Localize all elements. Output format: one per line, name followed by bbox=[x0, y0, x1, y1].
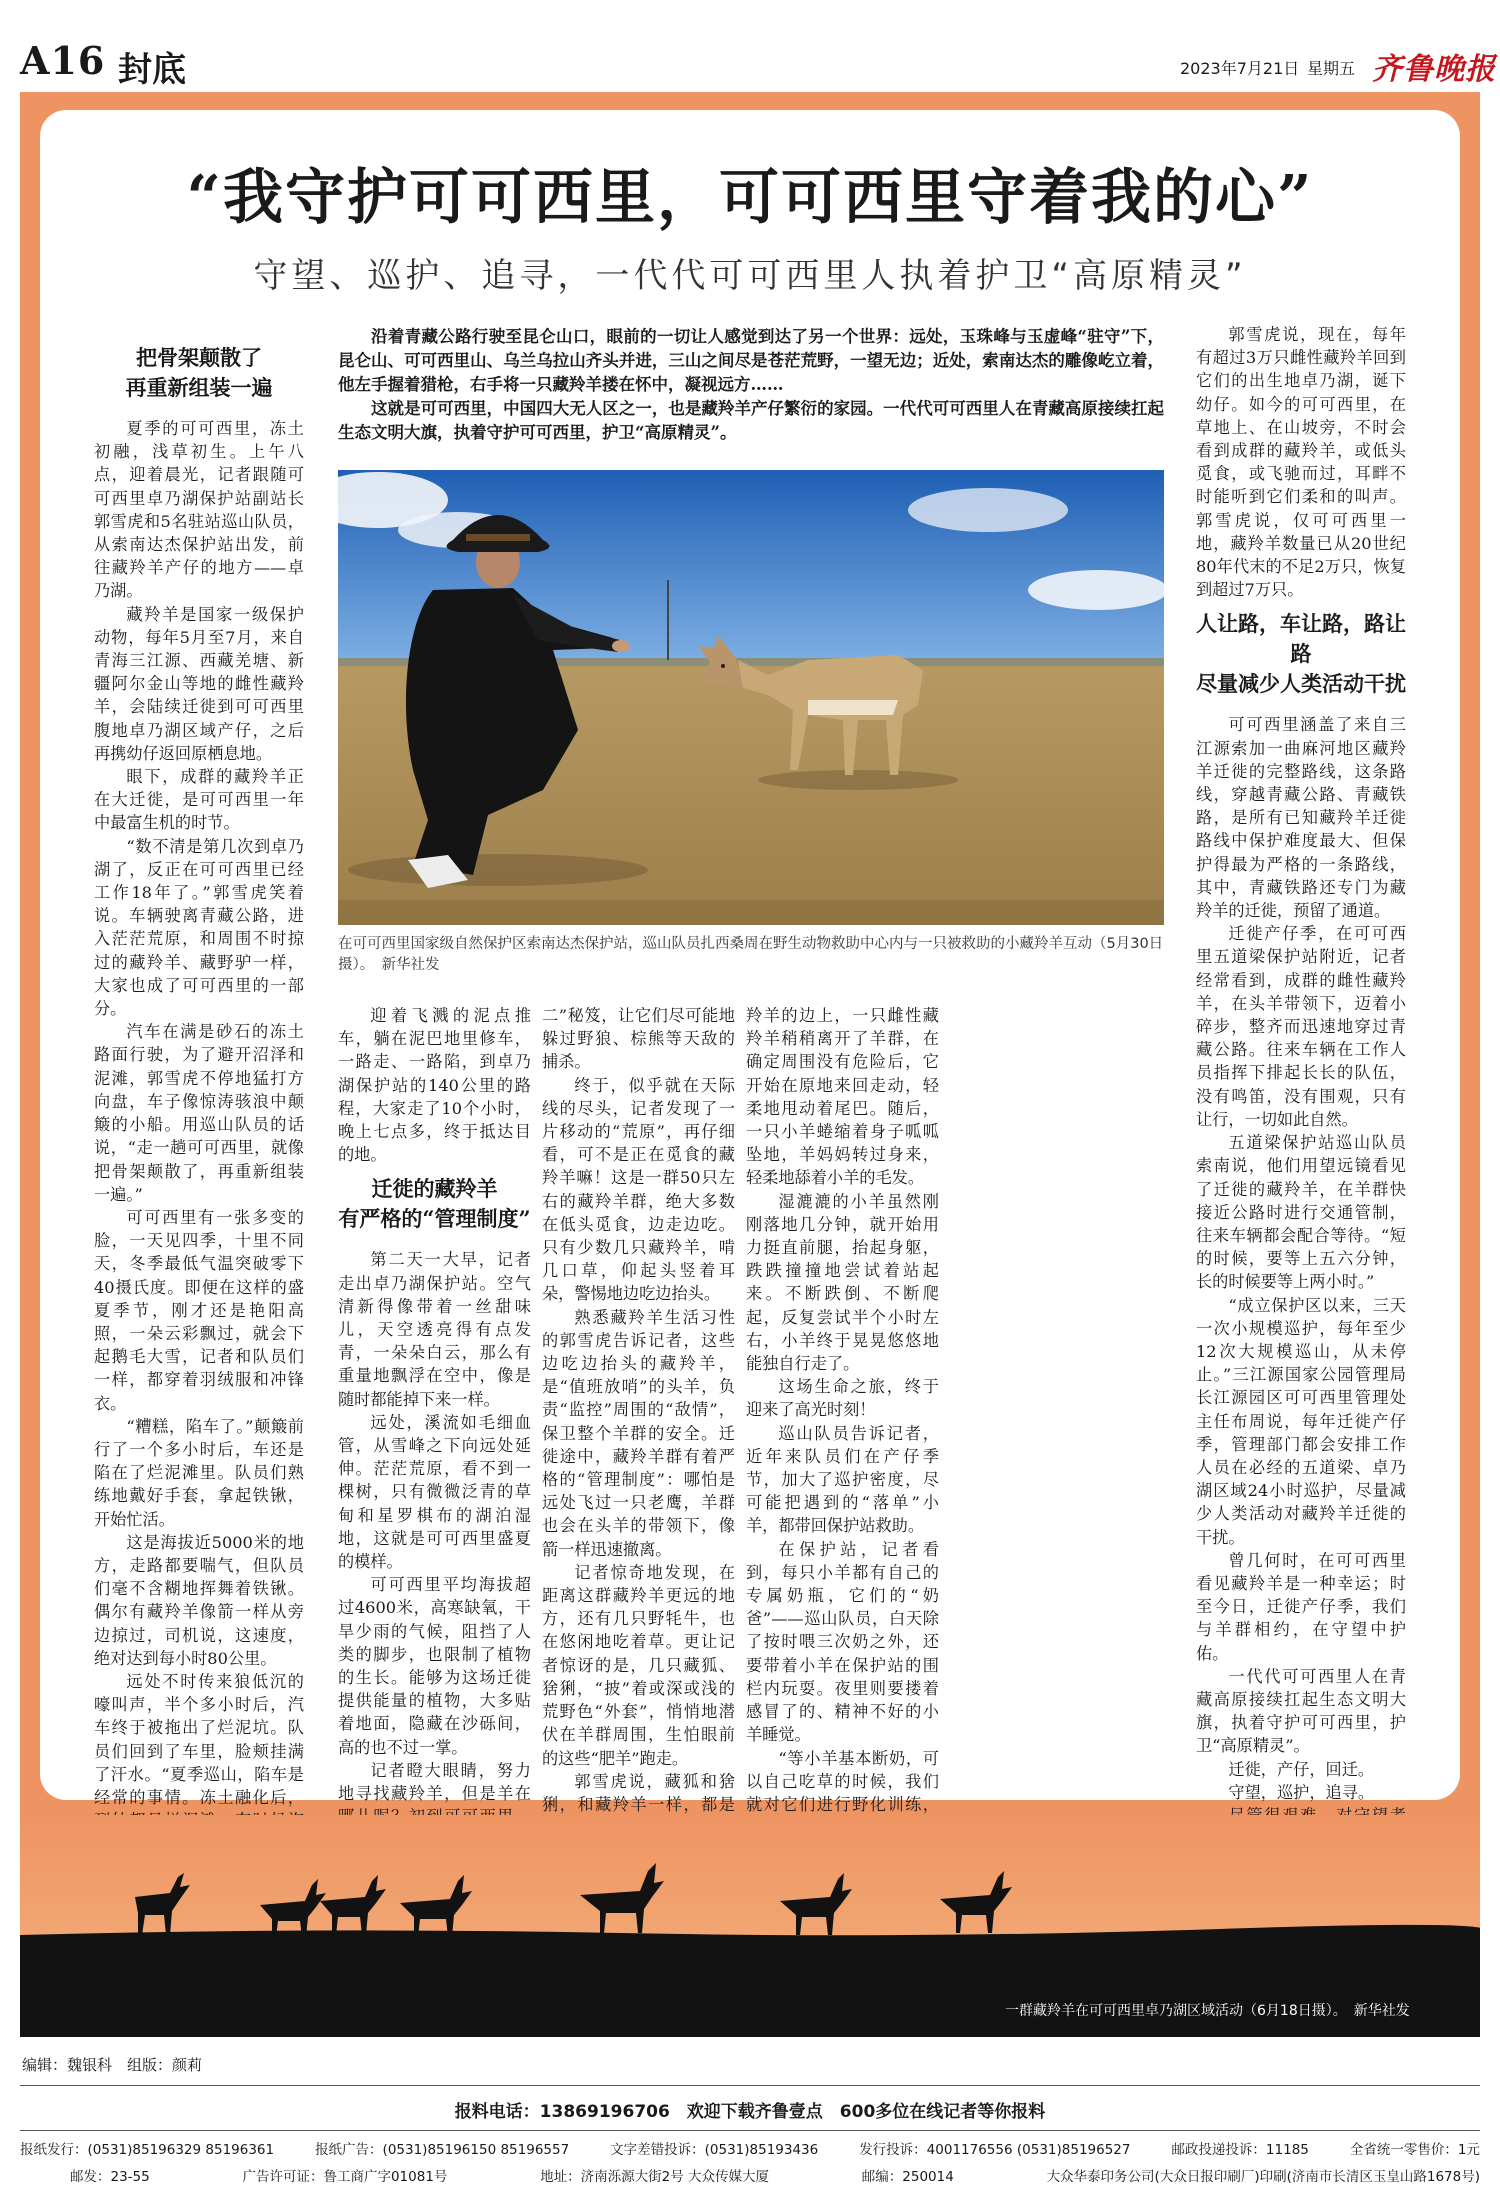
footer-info: 邮编：250014 bbox=[861, 2169, 954, 2185]
footer-info: 报纸发行：(0531)85196329 85196361 bbox=[20, 2142, 275, 2158]
paragraph: 可可西里有一张多变的脸，一天见四季，十里不同天，冬季最低气温突破零下40摄氏度。即便在这样的盛夏季节，刚才还是艳阳高照，一朵云彩飘过，就会下起鹅毛大雪，记者和队员们一样，都穿着羽绒服和冲锋衣。 bbox=[94, 1207, 304, 1413]
footer-info-row-2 bbox=[70, 2165, 1480, 2185]
paragraph: 记者惊奇地发现，在距离这群藏羚羊更远的地方，还有几只野牦牛，也在悠闲地吃着草。更让记者惊讶的是，几只藏狐、猞猁，“披”着或深或浅的荒野色“外套”，悄悄地潜伏在羊群周围，生怕眼前的这些“肥羊”跑走。 bbox=[542, 1562, 735, 1768]
paragraph: 郭雪虎说，现在，每年有超过3万只雌性藏羚羊回到它们的出生地卓乃湖，诞下幼仔。如今的可可西里，在草地上、在山坡旁，不时会看到成群的藏羚羊，或低头觅食，或飞驰而过，耳畔不时能听到它们柔和的叫声。郭雪虎说，仅可可西里一地，藏羚羊数量已从20世纪80年代末的不足2万只，恢复到超过7万只。 bbox=[1196, 325, 1406, 600]
subheadline: 守望、巡护、追寻，一代代可可西里人执着护卫“高原精灵” bbox=[253, 256, 1247, 296]
paragraph: 羚羊的边上，一只雌性藏羚羊稍稍离开了羊群，在确定周围没有危险后，它开始在原地来回走动，轻柔地甩动着尾巴。随后，一只小羊蜷缩着身子呱呱坠地，羊妈妈转过身来，轻柔地舔着小羊的毛发。 bbox=[746, 1006, 939, 1188]
paper-logo: 齐鲁晚报 bbox=[1372, 52, 1496, 87]
article-column-5 bbox=[1196, 323, 1406, 1966]
footer-info: 报纸广告：(0531)85196150 85196557 bbox=[315, 2142, 570, 2158]
antelope-belly bbox=[808, 700, 898, 715]
section-title-1: 把骨架颠散了 再重新组装一遍 bbox=[125, 345, 273, 400]
person-hand bbox=[612, 640, 630, 652]
footer-info: 全省统一零售价：1元 bbox=[1349, 2142, 1480, 2158]
paragraph: 沿着青藏公路行驶至昆仑山口，眼前的一切让人感觉到达了另一个世界：远处，玉珠峰与玉虚峰“驻守”下，昆仑山、可可西里山、乌兰乌拉山齐头并进，三山之间尽是苍茫荒野，一望无边；近处，索南达杰的雕像屹立着，他左手握着猎枪，右手将一只藏羚羊搂在怀中，凝视远方…… bbox=[338, 327, 1164, 394]
antelope-eye bbox=[721, 664, 725, 668]
section-title-4: 人让路，车让路，路让路 尽量减少人类活动干扰 bbox=[1196, 611, 1406, 697]
footer-info: 大众华泰印务公司(大众日报印刷厂)印刷(济南市长清区玉皇山路1678号) bbox=[1046, 2169, 1480, 2185]
paragraph: 这是海拔近5000米的地方，走路都要喘气，但队员们毫不含糊地挥舞着铁锹。偶尔有藏羚羊像箭一样从旁边掠过，司机说，这速度，绝对达到每小时80公里。 bbox=[94, 1532, 304, 1668]
page-footer bbox=[0, 2085, 1500, 2202]
paragraph: 一代代可可西里人在青藏高原接续扛起生态文明大旗，执着守护可可西里，护卫“高原精灵”。 bbox=[1196, 1666, 1406, 1756]
paragraph: 远处，溪流如毛细血管，从雪峰之下向远处延伸。茫茫荒原，看不到一棵树，只有微微泛青的草甸和星罗棋布的湖泊湿地，这就是可可西里盛夏的模样。 bbox=[338, 1412, 531, 1572]
paragraph: 熟悉藏羚羊生活习性的郭雪虎告诉记者，这些边吃边抬头的藏羚羊，是“值班放哨”的头羊，负责“监控”周围的“敌情”，保卫整个羊群的安全。迁徙途中，藏羚羊群有着严格的“管理制度”：哪怕是远处飞过一只老鹰，羊群也会在头羊的带领下，像箭一样迅速撤离。 bbox=[542, 1307, 735, 1559]
paragraph: 曾几何时，在可可西里看见藏羚羊是一种幸运；时至今日，迁徙产仔季，我们与羊群相约，在守望中护佑。 bbox=[1196, 1550, 1406, 1663]
paragraph: “糟糕，陷车了。”颠簸前行了一个多小时后，车还是陷在了烂泥滩里。队员们熟练地戴好手套，拿起铁锹，开始忙活。 bbox=[94, 1416, 304, 1529]
paragraph: 可可西里涵盖了来自三江源索加一曲麻河地区藏羚羊迁徙的完整路线，这条路线，穿越青藏公路、青藏铁路，是所有已知藏羚羊迁徙路线中保护难度最大、但保护得最为严格的一条路线，其中，青藏铁路还专门为藏羚羊的迁徙，预留了通道。 bbox=[1196, 715, 1406, 921]
cloud bbox=[1028, 570, 1164, 610]
paragraph: 迁徙，产仔，回迁。 bbox=[1228, 1759, 1375, 1779]
issue-date: 2023年7月21日 bbox=[1180, 59, 1300, 78]
paragraph: “等小羊基本断奶，可以自己吃草的时候，我们就对它们进行野化训练， bbox=[746, 1748, 939, 1814]
section-name: 封底 bbox=[118, 50, 186, 90]
footer-rule bbox=[20, 2085, 1480, 2086]
antelope-shadow bbox=[758, 770, 958, 790]
paragraph: 郭雪虎说，藏狐和猞猁，和藏羚羊一样，都是 bbox=[542, 1771, 735, 1814]
footer-info: 地址：济南泺源大街2号 大众传媒大厦 bbox=[540, 2169, 770, 2185]
paragraph: 在保护站，记者看到，每只小羊都有自己的专属奶瓶，它们的“奶爸”——巡山队员，白天除了按时喂三次奶之外，还要带着小羊在保护站的围栏内玩耍。夜里则要搂着感冒了的、精神不好的小羊睡觉。 bbox=[746, 1539, 939, 1745]
issue-weekday: 星期五 bbox=[1307, 59, 1356, 78]
paragraph: “成立保护区以来，三天一次小规模巡护，每年至少12次大规模巡山，从未停止。”三江源国家公园管理局长江源园区可可西里管理处主任布周说，每年迁徙产仔季，管理部门都会安排工作人员在必经的五道梁、卓乃湖区域24小时巡护，尽量减少人类活动对藏羚羊迁徙的干扰。 bbox=[1196, 1295, 1406, 1547]
paragraph: 湿漉漉的小羊虽然刚刚落地几分钟，就开始用力挺直前腿，抬起身躯，跌跌撞撞地尝试着站起来。不断跌倒、不断爬起，反复尝试半个小时左右，小羊终于晃晃悠悠地能独自行走了。 bbox=[746, 1191, 939, 1374]
paragraph: 迎着飞溅的泥点推车，躺在泥巴地里修车，一路走、一路陷，到卓乃湖保护站的140公里的路程，大家走了10个小时，晚上七点多，终于抵达目的地。 bbox=[338, 1006, 531, 1165]
page-number: A16 bbox=[20, 38, 106, 83]
paragraph: 可可西里平均海拔超过4600米，高寒缺氧，干旱少雨的气候，阻挡了人类的脚步，也限制了植物的生长。能够为这场迁徙提供能量的植物，大多贴着地面，隐藏在沙砾间，高的也不过一掌。 bbox=[338, 1575, 531, 1757]
paragraph: 夏季的可可西里，冻土初融，浅草初生。上午八点，迎着晨光，记者跟随可可西里卓乃湖保护站副站长郭雪虎和5名驻站巡山队员，从索南达杰保护站出发，前往藏羚羊产仔的地方——卓乃湖。 bbox=[94, 419, 304, 601]
person-shadow bbox=[348, 854, 648, 886]
footer-info: 发行投诉：4001176556 (0531)85196527 bbox=[859, 2142, 1131, 2158]
paragraph: 眼下，成群的藏羚羊正在大迁徙，是可可西里一年中最富生机的时节。 bbox=[94, 767, 304, 833]
paragraph: 第二天一大早，记者走出卓乃湖保护站。空气清新得像带着一丝甜味儿，天空透亮得有点发青，一朵朵白云，那么有重量地飘浮在空中，像是随时都能掉下来一样。 bbox=[338, 1250, 531, 1409]
ground-shadow bbox=[338, 900, 1164, 925]
paragraph: 汽车在满是砂石的冻土路面行驶，为了避开沼泽和泥滩，郭雪虎不停地猛打方向盘，车子像惊涛骇浪中颠簸的小船。用巡山队员的话说，“走一趟可可西里，就像把骨架颠散了，再重新组装一遍。” bbox=[94, 1022, 304, 1204]
headline: “我守护可可西里，可可西里守着我的心” bbox=[186, 163, 1314, 233]
footer-info: 文字差错投诉：(0531)85193436 bbox=[610, 2142, 819, 2158]
footer-info: 广告许可证：鲁工商广字01081号 bbox=[242, 2169, 448, 2185]
photo-caption: 在可可西里国家级自然保护区索南达杰保护站，巡山队员扎西桑周在野生动物救助中心内与一只被救助的小藏羚羊互动（5月30日摄）。 新华社发 bbox=[338, 936, 1164, 973]
main-photo bbox=[338, 470, 1164, 925]
paragraph: 记者瞪大眼睛，努力地寻找藏羚羊，但是羊在 bbox=[338, 1760, 531, 1804]
news-hotline: 报料电话：13869196706 欢迎下载齐鲁壹点 600多位在线记者等你报料 bbox=[454, 2102, 1046, 2122]
bottom-photo-caption: 一群藏羚羊在可可西里卓乃湖区域活动（6月18日摄）。 新华社发 bbox=[1005, 2003, 1410, 2019]
cloud bbox=[908, 488, 1068, 532]
paragraph: 远处不时传来狼低沉的嚎叫声，半个多小时后，汽车终于被拖出了烂泥坑。队员们回到了车里，脸颊挂满了汗水。“夏季巡山，陷车是经常的事情。冻土融化后， bbox=[94, 1671, 304, 1807]
paragraph: 藏羚羊是国家一级保护动物，每年5月至7月，来自青海三江源、西藏羌塘、新疆阿尔金山等地的雌性藏羚羊，会陆续迁徙到可可西里腹地卓乃湖区域产仔，之后再携幼仔返回原栖息地。 bbox=[94, 604, 304, 763]
paragraph: 这就是可可西里，中国四大无人区之一，也是藏羚羊产仔繁衍的家园。一代代可可西里人在青藏高原接续扛起生态文明大旗，执着守护可可西里，护卫“高原精灵”。 bbox=[338, 399, 1164, 442]
paragraph: 守望，巡护，追寻。 bbox=[1228, 1782, 1375, 1802]
article-column-1 bbox=[94, 335, 304, 1995]
paragraph: 五道梁保护站巡山队员索南说，他们用望远镜看见了迁徙的藏羚羊，在羊群快接近公路时进行交通管制，往来车辆都会配合等待。“短的时候，要等上五六分钟，长的时候要等上两小时。” bbox=[1196, 1133, 1406, 1292]
paragraph: 二”秘笈，让它们尽可能地躲过野狼、棕熊等天敌的捕杀。 bbox=[542, 1006, 735, 1072]
paragraph: 迁徙产仔季，在可可西里五道梁保护站附近，记者经常看到，成群的雌性藏羚羊，在头羊带领下，迈着小碎步，整齐而迅速地穿过青藏公路。往来车辆在工作人员指挥下排起长长的队伍，没有鸣笛，没有围观，只有让行，一切如此自然。 bbox=[1196, 924, 1406, 1129]
footer-info-row-1 bbox=[20, 2138, 1480, 2158]
paragraph: 这场生命之旅，终于迎来了高光时刻！ bbox=[746, 1377, 939, 1420]
lead-paragraph bbox=[338, 325, 1164, 445]
footer-info: 邮政投递投诉：11185 bbox=[1171, 2142, 1309, 2158]
footer-rule bbox=[20, 2130, 1480, 2131]
page-header bbox=[0, 0, 1500, 90]
section-title-2: 迁徙的藏羚羊 有严格的“管理制度” bbox=[338, 1176, 531, 1232]
editor-credits: 编辑：魏银科 组版：颜莉 bbox=[22, 2056, 203, 2074]
footer-info: 邮发：23-55 bbox=[70, 2169, 150, 2185]
hat-band bbox=[466, 534, 530, 541]
paragraph: 巡山队员告诉记者，近年来队员们在产仔季节，加大了巡护密度，尽可能把遇到的“落单”小羊，都带回保护站救助。 bbox=[746, 1423, 939, 1536]
paragraph: “数不清是第几次到卓乃湖了，反正在可可西里已经工作18年了。”郭雪虎笑着说。车辆驶离青藏公路，进入茫茫荒原，和周围不时掠过的藏羚羊、藏野驴一样，大家也成了可可西里的一部分。 bbox=[94, 836, 304, 1019]
paragraph: 终于，似乎就在天际线的尽头，记者发现了一片移动的“荒原”，再仔细看，可不是正在觅食的藏羚羊嘛！这是一群50只左右的藏羚羊群，绝大多数在低头觅食，边走边吃。只有少数几只藏羚羊，啃几口草，仰起头竖着耳朵，警惕地边吃边抬头。 bbox=[542, 1075, 735, 1304]
ground-silhouette bbox=[20, 1925, 1480, 2037]
